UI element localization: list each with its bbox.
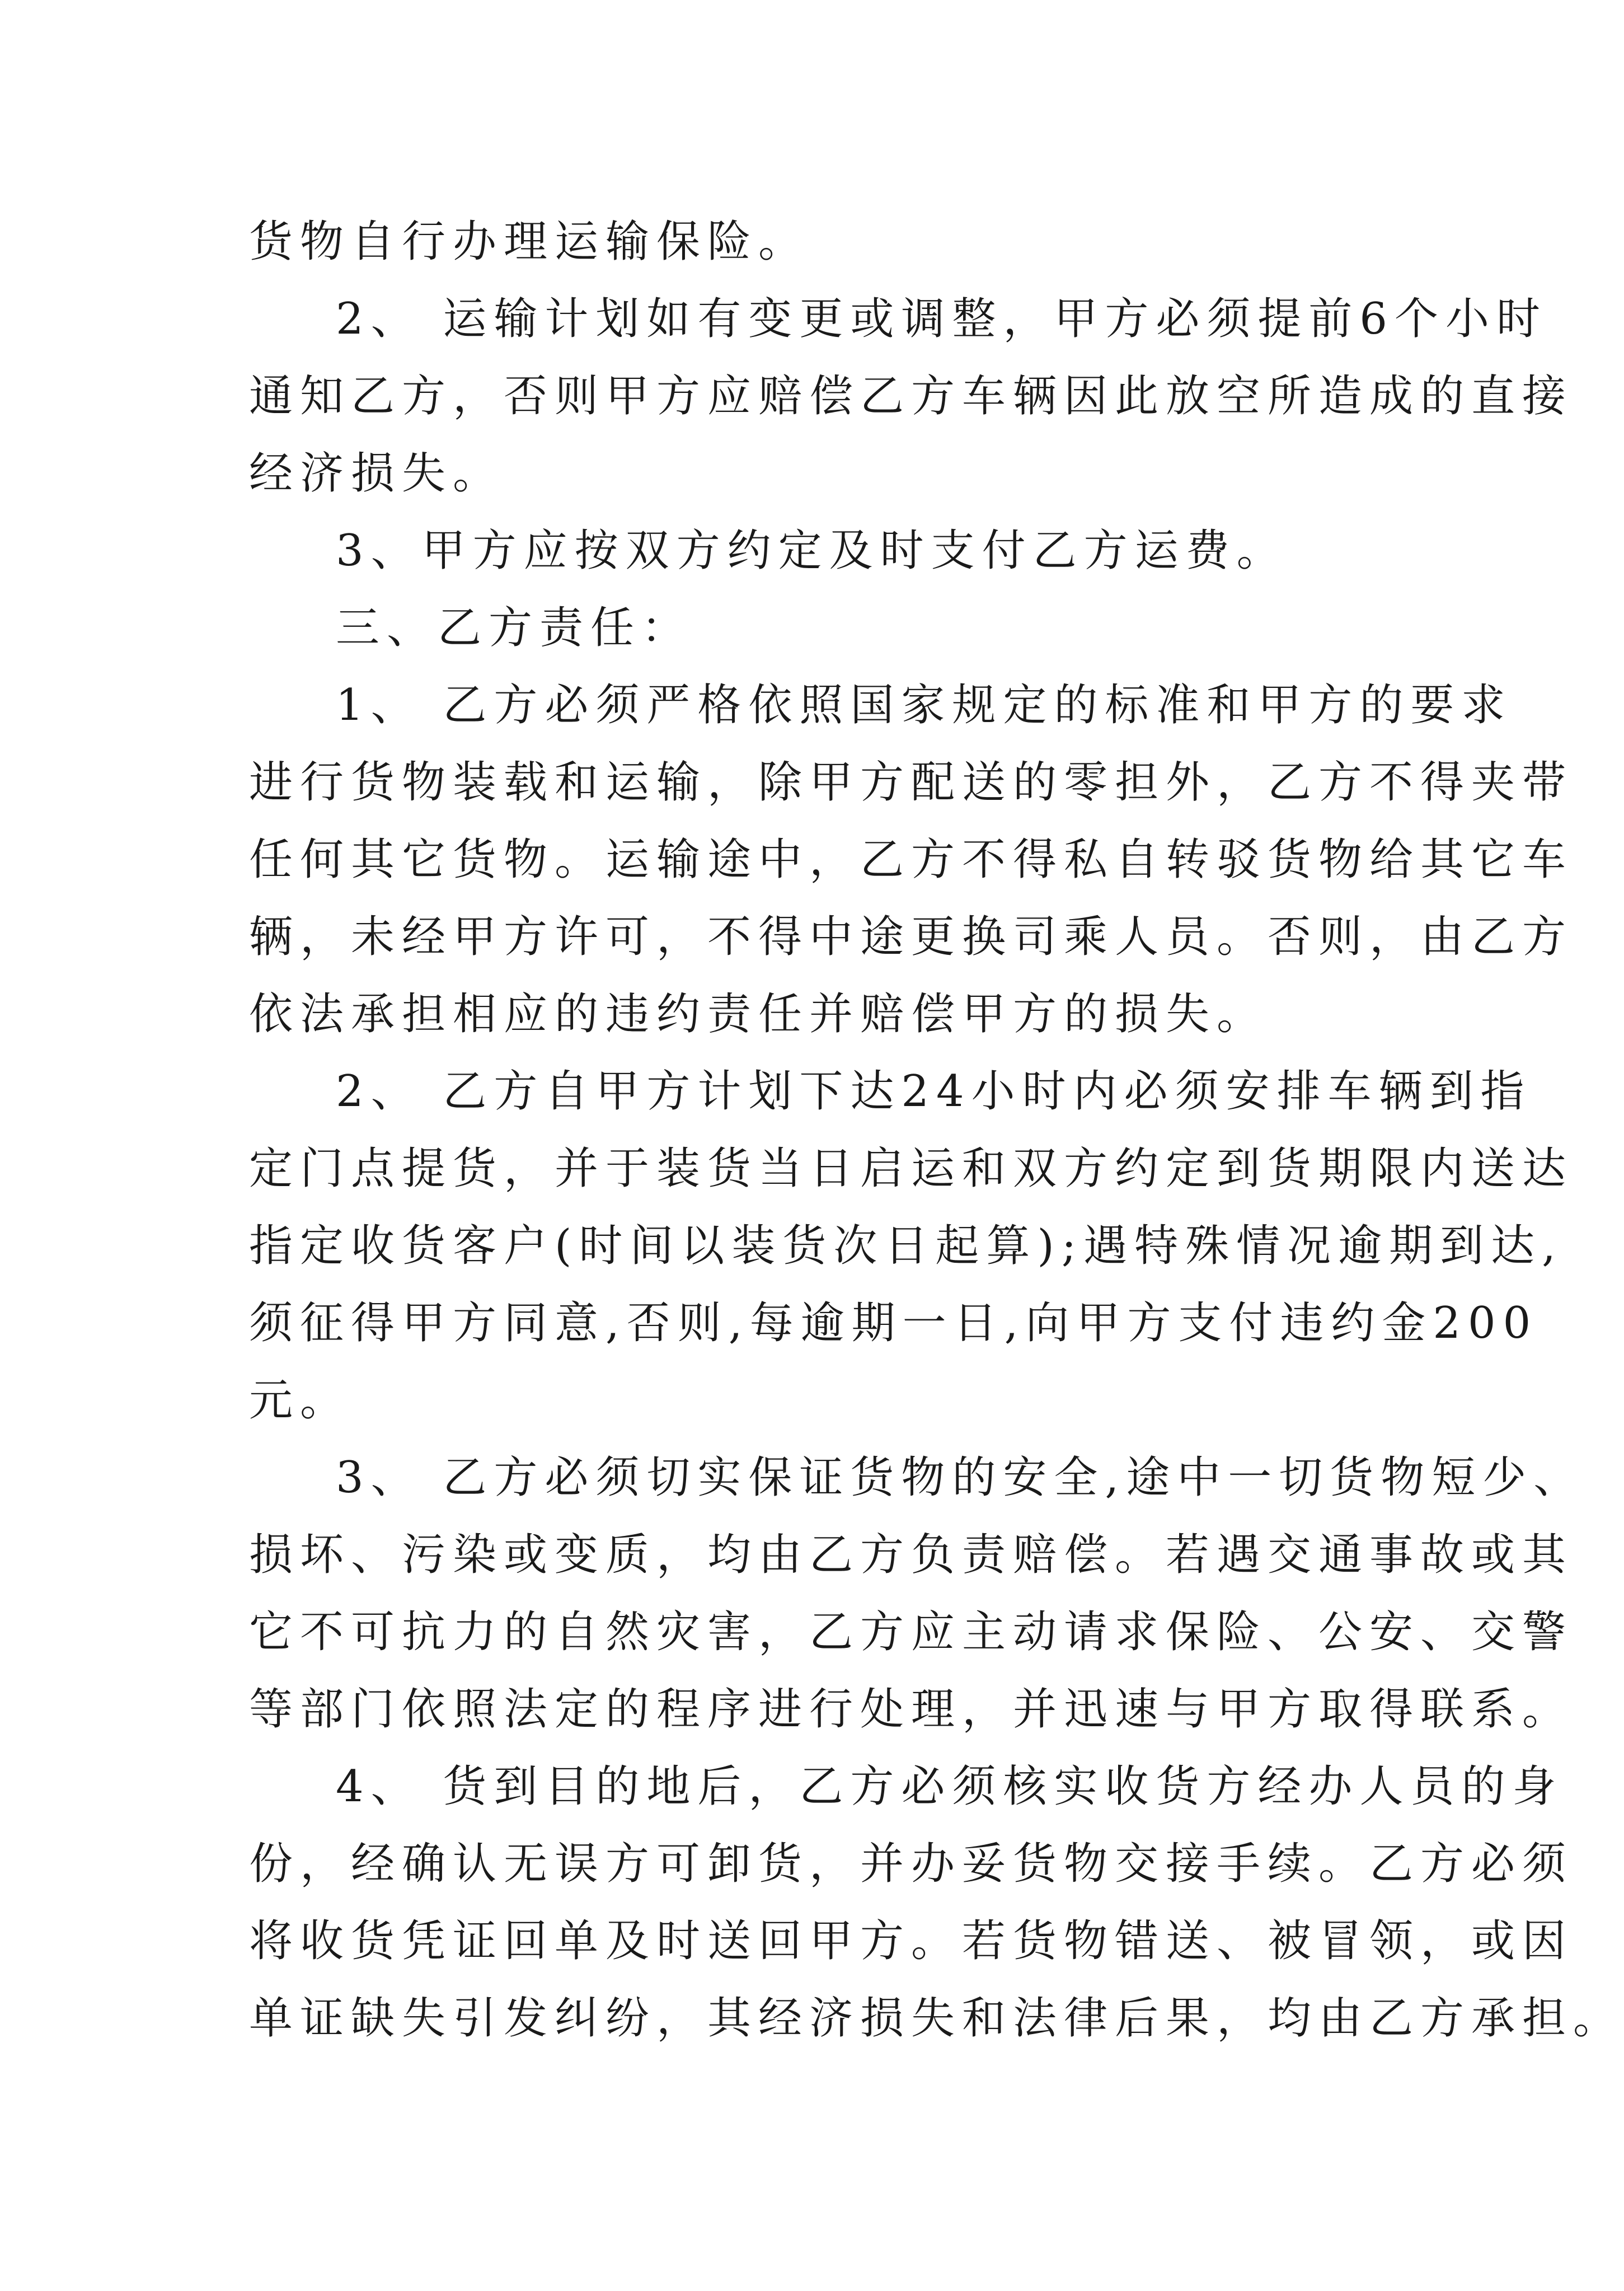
text-line: 任何其它货物。运输途中，乙方不得私自转驳货物给其它车 [249,835,1574,885]
section-heading: 三、乙方责任： [336,603,693,653]
text-line: 单证缺失引发纠纷，其经济损失和法律后果，均由乙方承担。 [249,1993,1624,2044]
text-line: 4、 货到目的地后，乙方必须核实收货方经办人员的身 [336,1761,1564,1812]
text-line: 须征得甲方同意,否则,每逾期一日,向甲方支付违约金200 [249,1298,1538,1348]
text-line: 进行货物装载和运输，除甲方配送的零担外，乙方不得夹带 [249,757,1574,808]
text-line: 3、甲方应按双方约定及时支付乙方运费。 [336,526,1288,576]
text-line: 2、 乙方自甲方计划下达24小时内必须安排车辆到指 [336,1066,1532,1117]
text-line: 2、 运输计划如有变更或调整，甲方必须提前6个小时 [336,294,1548,344]
text-line: 损坏、污染或变质，均由乙方负责赔偿。若遇交通事故或其 [249,1530,1574,1580]
text-line: 依法承担相应的违约责任并赔偿甲方的损失。 [249,989,1268,1039]
text-line: 将收货凭证回单及时送回甲方。若货物错送、被冒领，或因 [249,1916,1574,1966]
text-line: 份，经确认无误方可卸货，并办妥货物交接手续。乙方必须 [249,1839,1574,1889]
text-line: 它不可抗力的自然灾害，乙方应主动请求保险、公安、交警 [249,1607,1574,1657]
text-line: 定门点提货，并于装货当日启运和双方约定到货期限内送达 [249,1144,1574,1194]
text-line: 3、 乙方必须切实保证货物的安全,途中一切货物短少、 [336,1453,1585,1503]
text-line: 经济损失。 [249,448,504,499]
text-line: 指定收货客户(时间以装货次日起算);遇特殊情况逾期到达, [249,1221,1563,1271]
text-line: 元。 [249,1375,351,1426]
text-line: 1、 乙方必须严格依照国家规定的标准和甲方的要求 [336,680,1513,730]
text-line: 辆，未经甲方许可，不得中途更换司乘人员。否则，由乙方 [249,912,1574,962]
text-line: 货物自行办理运输保险。 [249,217,810,267]
text-line: 等部门依照法定的程序进行处理，并迅速与甲方取得联系。 [249,1684,1574,1735]
text-line: 通知乙方，否则甲方应赔偿乙方车辆因此放空所造成的直接 [249,371,1574,421]
